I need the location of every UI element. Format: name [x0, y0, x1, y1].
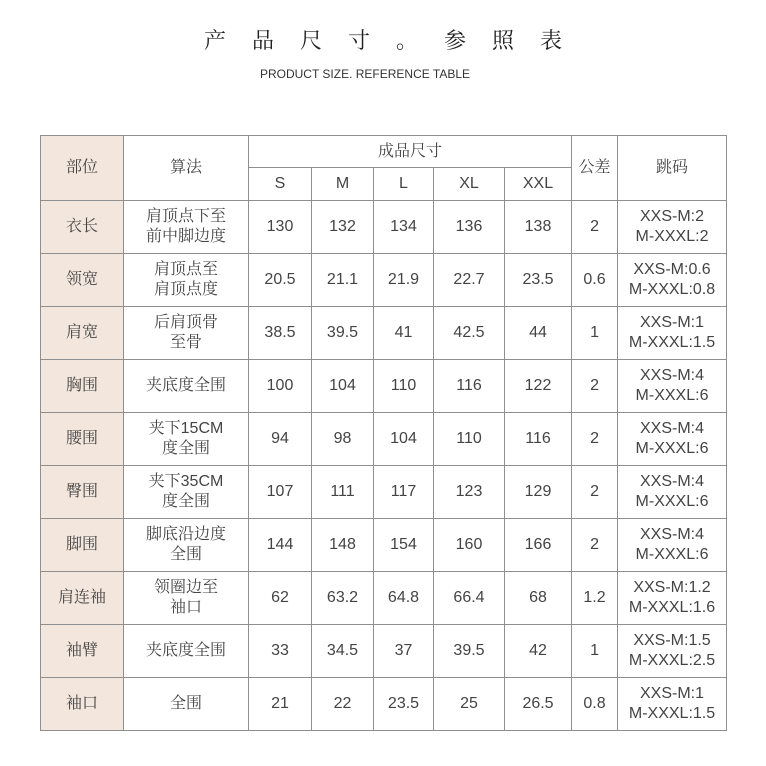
cell-method-line: 夹底度全围 [145, 642, 226, 659]
cell-method-line: 领圈边至 [153, 579, 218, 596]
table-row [41, 625, 727, 678]
cell-value: 42.5 [434, 307, 505, 360]
cell-part: 领宽 [41, 254, 124, 307]
cell-value: 144 [249, 519, 312, 572]
cell-grade-line: M-XXXL:1.5 [628, 334, 716, 351]
cell-value: 107 [249, 466, 312, 519]
cell-tolerance: 1.2 [572, 572, 618, 625]
cell-method-line: 肩顶点至 [153, 261, 218, 278]
cell-value: 26.5 [505, 678, 572, 731]
cell-grade [618, 678, 727, 731]
cell-grade-line: M-XXXL:1.5 [628, 705, 716, 722]
cell-value: 154 [374, 519, 434, 572]
cell-value: 136 [434, 201, 505, 254]
cell-method [124, 466, 249, 519]
cell-grade-line: M-XXXL:6 [635, 546, 709, 563]
cell-value: 116 [505, 413, 572, 466]
cell-value: 160 [434, 519, 505, 572]
cell-method [124, 307, 249, 360]
cell-part: 胸围 [41, 360, 124, 413]
cell-method-line: 夹下15CM [148, 420, 224, 437]
cell-part: 腰围 [41, 413, 124, 466]
cell-value: 68 [505, 572, 572, 625]
cell-part: 衣长 [41, 201, 124, 254]
cell-tolerance: 2 [572, 466, 618, 519]
cell-grade-line: M-XXXL:2 [635, 228, 709, 245]
cell-method [124, 572, 249, 625]
cell-value: 138 [505, 201, 572, 254]
table-row [41, 572, 727, 625]
cell-grade-line: XXS-M:4 [640, 526, 705, 543]
cell-method-line: 袖口 [169, 599, 202, 616]
header-part: 部位 [41, 136, 124, 201]
cell-part: 袖口 [41, 678, 124, 731]
table-row [41, 519, 727, 572]
cell-grade [618, 519, 727, 572]
cell-value: 64.8 [374, 572, 434, 625]
table-row [41, 678, 727, 731]
cell-value: 166 [505, 519, 572, 572]
table-row [41, 254, 727, 307]
cell-value: 122 [505, 360, 572, 413]
cell-value: 62 [249, 572, 312, 625]
cell-value: 110 [374, 360, 434, 413]
cell-method-line: 夹下35CM [148, 473, 224, 490]
header-method: 算法 [124, 136, 249, 201]
cell-grade-line: XXS-M:1 [640, 314, 705, 331]
cell-method [124, 360, 249, 413]
cell-grade-line: XXS-M:1.5 [633, 632, 711, 649]
header-size: XXL [505, 168, 572, 201]
cell-value: 37 [374, 625, 434, 678]
cell-grade [618, 466, 727, 519]
cell-grade [618, 307, 727, 360]
cell-value: 25 [434, 678, 505, 731]
cell-value: 123 [434, 466, 505, 519]
cell-method-line: 后肩顶骨 [153, 314, 218, 331]
cell-value: 22 [312, 678, 374, 731]
cell-value: 104 [374, 413, 434, 466]
header-size: S [249, 168, 312, 201]
header-size: XL [434, 168, 505, 201]
cell-value: 111 [312, 466, 374, 519]
cell-tolerance: 2 [572, 413, 618, 466]
cell-part: 脚围 [41, 519, 124, 572]
cell-method-line: 脚底沿边度 [145, 526, 226, 543]
cell-grade-line: XXS-M:4 [640, 473, 705, 490]
cell-grade-line: M-XXXL:6 [635, 493, 709, 510]
cell-value: 100 [249, 360, 312, 413]
header-size: M [312, 168, 374, 201]
cell-value: 20.5 [249, 254, 312, 307]
cell-tolerance: 1 [572, 307, 618, 360]
cell-tolerance: 2 [572, 201, 618, 254]
cell-method-line: 度全围 [161, 440, 210, 457]
header-grade: 跳码 [618, 136, 727, 201]
cell-value: 39.5 [434, 625, 505, 678]
cell-part: 袖臂 [41, 625, 124, 678]
cell-value: 117 [374, 466, 434, 519]
page-subtitle: PRODUCT SIZE. REFERENCE TABLE [259, 67, 471, 81]
cell-method [124, 678, 249, 731]
cell-grade [618, 413, 727, 466]
table-row [41, 413, 727, 466]
cell-value: 21.1 [312, 254, 374, 307]
cell-method-line: 前中脚边度 [145, 228, 226, 245]
header-size-group: 成品尺寸 [249, 136, 572, 168]
cell-value: 132 [312, 201, 374, 254]
cell-value: 94 [249, 413, 312, 466]
cell-method [124, 254, 249, 307]
cell-grade [618, 360, 727, 413]
cell-grade [618, 625, 727, 678]
cell-method-line: 度全围 [161, 493, 210, 510]
cell-grade-line: M-XXXL:1.6 [628, 599, 716, 616]
cell-value: 42 [505, 625, 572, 678]
cell-value: 148 [312, 519, 374, 572]
cell-value: 63.2 [312, 572, 374, 625]
cell-tolerance: 0.8 [572, 678, 618, 731]
cell-grade [618, 201, 727, 254]
cell-grade-line: XXS-M:2 [640, 208, 705, 225]
cell-grade-line: M-XXXL:6 [635, 440, 709, 457]
cell-value: 130 [249, 201, 312, 254]
cell-part: 肩宽 [41, 307, 124, 360]
cell-method-line: 至骨 [169, 334, 202, 351]
cell-tolerance: 1 [572, 625, 618, 678]
cell-grade-line: XXS-M:4 [640, 367, 705, 384]
table-row [41, 307, 727, 360]
cell-part: 臀围 [41, 466, 124, 519]
header-size: L [374, 168, 434, 201]
cell-method-line: 全围 [169, 546, 202, 563]
cell-method-line: 肩顶点度 [153, 281, 218, 298]
cell-value: 134 [374, 201, 434, 254]
cell-grade-line: M-XXXL:2.5 [628, 652, 716, 669]
size-table-body [41, 201, 727, 731]
cell-grade-line: XXS-M:4 [640, 420, 705, 437]
cell-value: 66.4 [434, 572, 505, 625]
cell-part: 肩连袖 [41, 572, 124, 625]
cell-grade-line: M-XXXL:0.8 [628, 281, 716, 298]
cell-value: 41 [374, 307, 434, 360]
cell-value: 38.5 [249, 307, 312, 360]
cell-value: 39.5 [312, 307, 374, 360]
cell-grade-line: M-XXXL:6 [635, 387, 709, 404]
cell-method [124, 519, 249, 572]
cell-value: 104 [312, 360, 374, 413]
cell-grade [618, 254, 727, 307]
size-table [40, 135, 727, 731]
cell-method-line: 全围 [169, 695, 202, 712]
cell-value: 33 [249, 625, 312, 678]
cell-value: 21 [249, 678, 312, 731]
cell-grade-line: XXS-M:1 [640, 685, 705, 702]
cell-grade-line: XXS-M:0.6 [633, 261, 711, 278]
cell-value: 44 [505, 307, 572, 360]
cell-value: 22.7 [434, 254, 505, 307]
cell-value: 129 [505, 466, 572, 519]
cell-tolerance: 2 [572, 519, 618, 572]
cell-method [124, 625, 249, 678]
cell-grade-line: XXS-M:1.2 [633, 579, 711, 596]
header-tolerance: 公差 [572, 136, 618, 201]
cell-value: 110 [434, 413, 505, 466]
cell-tolerance: 0.6 [572, 254, 618, 307]
cell-method [124, 201, 249, 254]
cell-value: 21.9 [374, 254, 434, 307]
table-row [41, 360, 727, 413]
cell-method-line: 肩顶点下至 [145, 208, 226, 225]
cell-grade [618, 572, 727, 625]
cell-value: 34.5 [312, 625, 374, 678]
page-title: 产品尺寸。参照表 [203, 29, 588, 54]
cell-value: 23.5 [505, 254, 572, 307]
cell-method [124, 413, 249, 466]
cell-method-line: 夹底度全围 [145, 377, 226, 394]
cell-value: 116 [434, 360, 505, 413]
cell-value: 98 [312, 413, 374, 466]
table-row [41, 466, 727, 519]
table-row [41, 201, 727, 254]
cell-tolerance: 2 [572, 360, 618, 413]
cell-value: 23.5 [374, 678, 434, 731]
